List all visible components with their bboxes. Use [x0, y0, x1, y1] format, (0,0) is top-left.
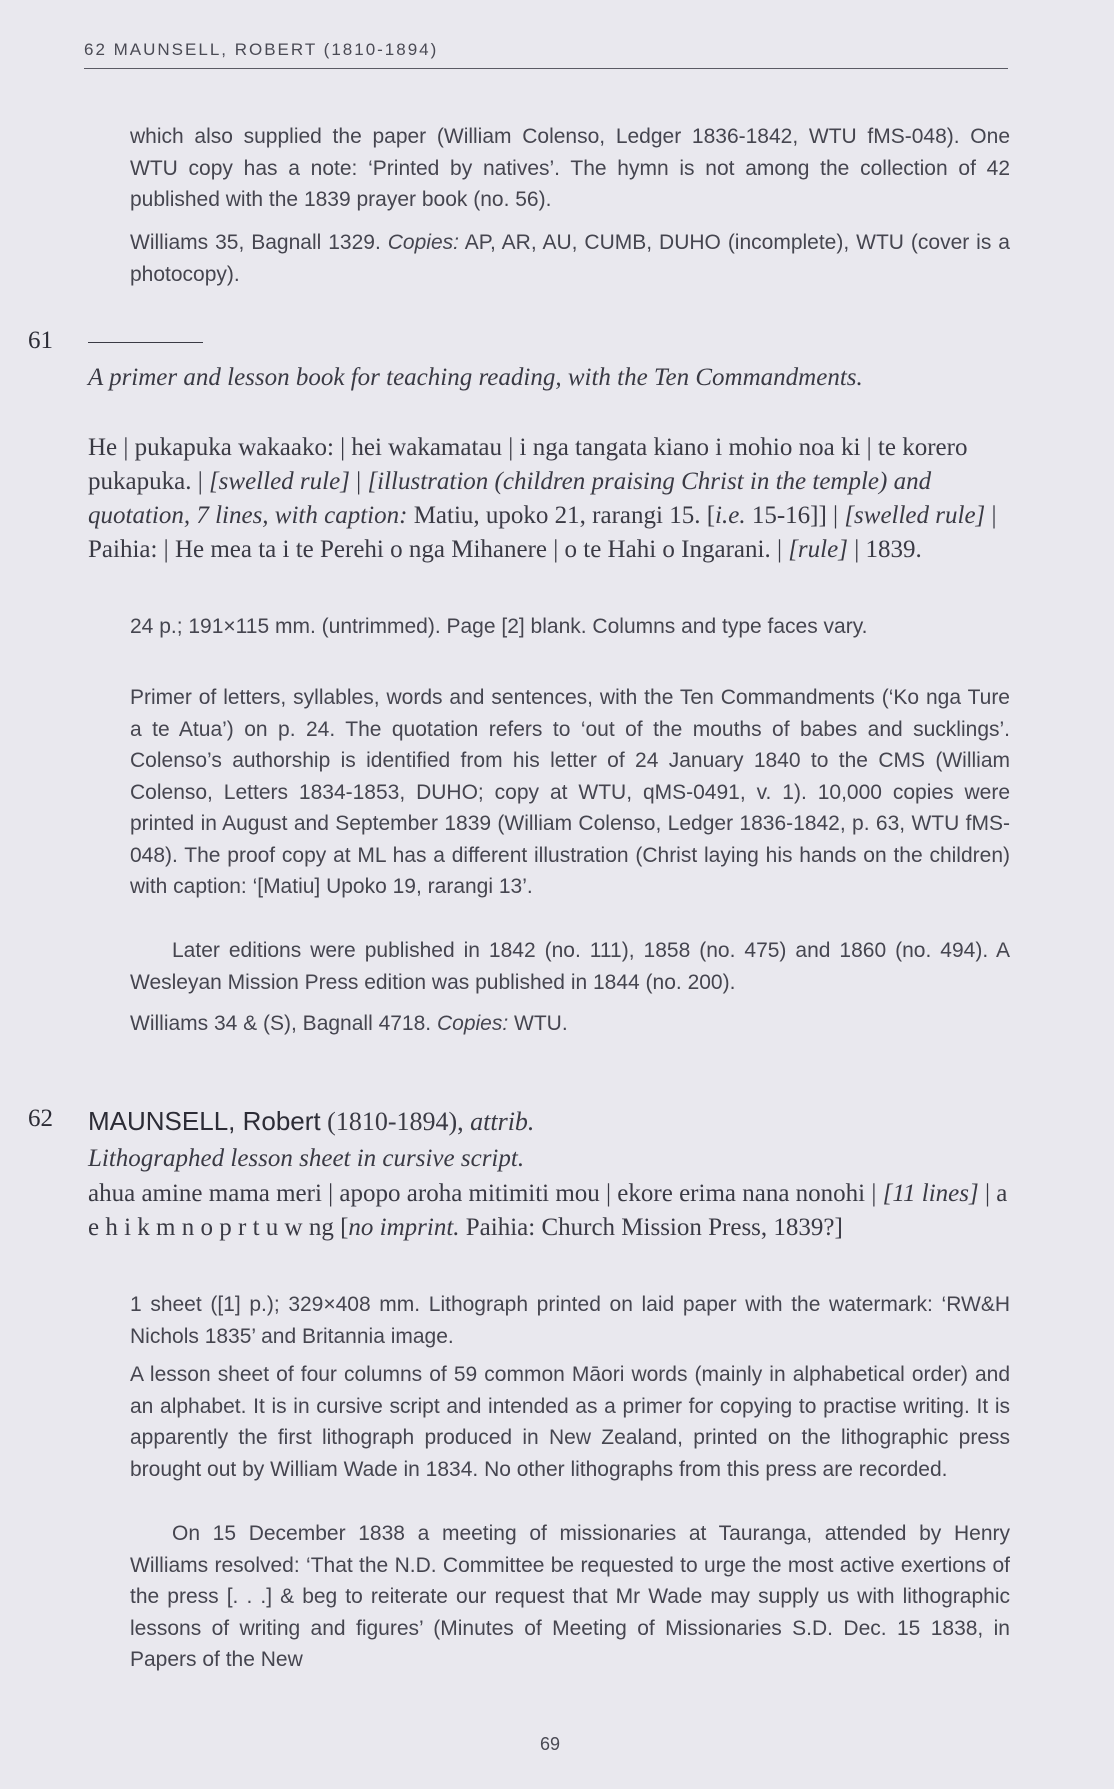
- entry-61-note: Later editions were published in 1842 (no. 111), 1858 (no. 475) and 1860 (no. 494). A Wesleyan Mission Press edition was published in 1844 (no. 200).: [130, 939, 1010, 994]
- entry-61-imprint: [88, 431, 1008, 567]
- entry-61-title: A primer and lesson book for teaching reading, with the Ten Commandments.: [88, 364, 863, 391]
- entry-62-dates: (1810-1894),: [320, 1107, 471, 1136]
- entry-60-copies: AP, AR, AU, CUMB, DUHO (incomplete), WTU (cover is a photocopy).: [130, 231, 1010, 286]
- imprint-text: Paihia: Church Mission Press, 1839?]: [459, 1214, 843, 1241]
- entry-60-refs: Williams 35, Bagnall 1329.: [130, 231, 381, 254]
- entry-62-attrib: attrib.: [470, 1107, 535, 1136]
- entry-62-note: On 15 December 1838 a meeting of missionaries at Tauranga, attended by Henry Williams resolved: ‘That the N.D. Committee be requested to urge the most active exertions of the press [. . .] & beg to reiterate our request that Mr Wade may supply us with lithographic lessons of writing and figures’ (Minutes of Meeting of Missionaries S.D. Dec. 15 1838, in Papers of the New: [130, 1522, 1010, 1671]
- entry-61-copies: WTU.: [514, 1012, 568, 1035]
- entry-62-heading: [88, 1104, 1008, 1139]
- entry-61-note: Primer of letters, syllables, words and sentences, with the Ten Commandments (‘Ko nga Ture a te Atua’) on p. 24. The quotation refers to ‘out of the mouths of babes and sucklings’. Colenso’s authorship is identified from his letter of 24 January 1840 to the CMS (William Colenso, Letters 1834-1853, DUHO; copy at WTU, qMS-0491, v. 1). 10,000 copies were printed in August and September 1839 (William Colenso, Ledger 1836-1842, p. 63, WTU fMS-048). The proof copy at ML has a different illustration (Christ laying his hands on the children) with caption: ‘[Matiu] Upoko 19, rarangi 13’.: [130, 686, 1010, 898]
- imprint-text: ahua amine mama meri | apopo aroha mitimiti mou | ekore erima nana nonohi |: [88, 1180, 883, 1207]
- imprint-text: He | pukapuka wakaako: | hei wakamatau | i nga tangata kiano i mohio noa ki | te korero pukapuka. |: [88, 434, 968, 495]
- imprint-editorial: [swelled rule]: [844, 502, 986, 529]
- entry-62-collation: 1 sheet ([1] p.); 329×408 mm. Lithograph printed on laid paper with the watermark: ‘RW&H Nichols 1835’ and Britannia image.: [130, 1293, 1010, 1348]
- imprint-text: |: [349, 468, 368, 495]
- running-head: 62 MAUNSELL, ROBERT (1810-1894): [84, 40, 1008, 69]
- entry-60-continued-text: which also supplied the paper (William Colenso, Ledger 1836-1842, WTU fMS-048). One WTU copy has a note: ‘Printed by natives’. The hymn is not among the collection of 42 published with the 1839 prayer book (no. 56).: [130, 125, 1010, 211]
- imprint-text: 15-16]] |: [745, 502, 845, 529]
- entry-61-references: [130, 1008, 1010, 1040]
- imprint-editorial: [11 lines]: [882, 1180, 979, 1207]
- entry-61-number: 61: [28, 327, 53, 354]
- entry-62-author: MAUNSELL, Robert: [88, 1106, 321, 1136]
- entry-60-copies-label: Copies:: [387, 231, 459, 254]
- imprint-text: | 1839.: [847, 536, 922, 563]
- repeat-author-rule: [88, 342, 203, 343]
- entry-62-title: Lithographed lesson sheet in cursive script.: [88, 1145, 525, 1172]
- imprint-editorial: [rule]: [788, 536, 848, 563]
- entry-62-imprint: [88, 1177, 1008, 1245]
- entry-60-references: [130, 227, 1010, 290]
- imprint-editorial: [swelled rule]: [208, 468, 350, 495]
- entry-62-number: 62: [28, 1105, 53, 1132]
- imprint-editorial: i.e.: [715, 502, 746, 529]
- entry-61-copies-label: Copies:: [436, 1012, 509, 1035]
- entry-61-refs: Williams 34 & (S), Bagnall 4718.: [130, 1012, 432, 1035]
- entry-61-collation: 24 p.; 191×115 mm. (untrimmed). Page [2] blank. Columns and type faces vary.: [130, 615, 868, 638]
- imprint-text: | a e h i k m n o p r t u w ng [: [88, 1180, 1008, 1241]
- page-number: 69: [539, 1734, 561, 1754]
- imprint-text: Matiu, upoko 21, rarangi 15. [: [407, 502, 716, 529]
- entry-62-note: A lesson sheet of four columns of 59 common Māori words (mainly in alphabetical order) and an alphabet. It is in cursive script and intended as a primer for copying to practise writing. It is apparently the first lithograph produced in New Zealand, printed on the lithographic press brought out by William Wade in 1834. No other lithographs from this press are recorded.: [130, 1363, 1010, 1481]
- imprint-editorial: [illustration (children praising Christ in the temple) and quotation, 7 lines, with caption:: [88, 468, 932, 529]
- imprint-editorial: no imprint.: [348, 1214, 460, 1241]
- imprint-text: | Paihia: | He mea ta i te Perehi o nga Mihanere | o te Hahi o Ingarani. |: [88, 502, 997, 563]
